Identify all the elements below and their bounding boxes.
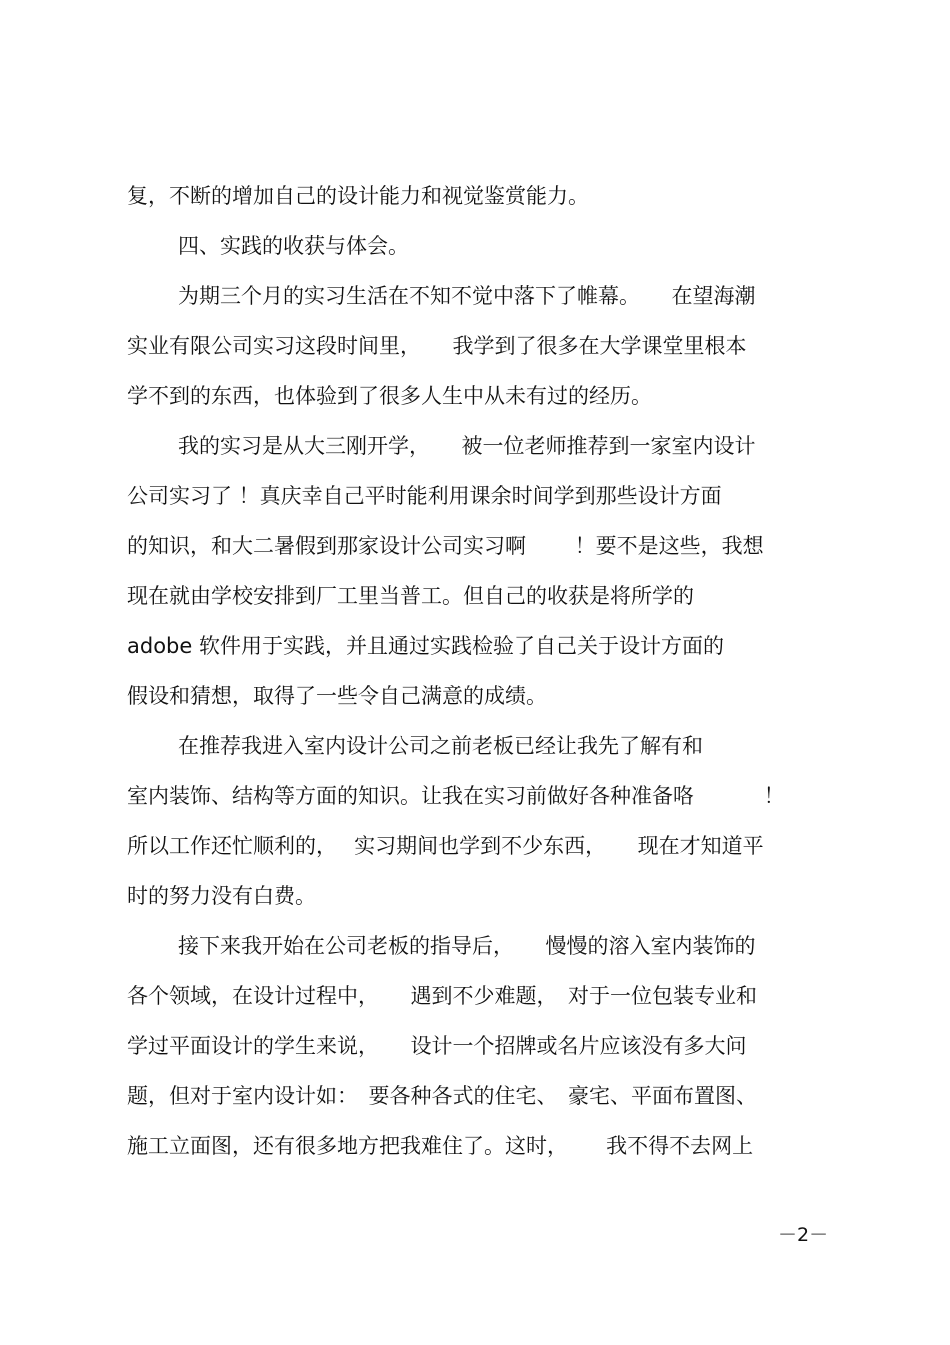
text-line: 所以工作还忙顺利的， 实习期间也学到不少东西， 现在才知道平 <box>127 834 764 858</box>
text-line: 公司实习了 ！真庆幸自己平时能利用课余时间学到那些设计方面 <box>127 484 722 508</box>
text-line: 接下来我开始在公司老板的指导后， 慢慢的溶入室内装饰的 <box>178 934 756 958</box>
text-line: 的知识，和大二暑假到那家设计公司实习啊 ！要不是这些，我想 <box>127 534 764 558</box>
text-line: 施工立面图，还有很多地方把我难住了。这时， 我不得不去网上 <box>127 1134 754 1158</box>
text-line: 我的实习是从大三刚开学， 被一位老师推荐到一家室内设计 <box>178 434 756 458</box>
text-line: 各个领域，在设计过程中， 遇到不少难题， 对于一位包装专业和 <box>127 984 757 1008</box>
text-line: 室内装饰、结构等方面的知识。让我在实习前做好各种准备咯 ！ <box>127 784 785 808</box>
text-line: 复，不断的增加自己的设计能力和视觉鉴赏能力。 <box>127 184 589 208</box>
page-number: －2－ <box>778 1224 829 1246</box>
text-line: 学不到的东西，也体验到了很多人生中从未有过的经历。 <box>127 384 652 408</box>
text-line: 学过平面设计的学生来说， 设计一个招牌或名片应该没有多大问 <box>127 1034 747 1058</box>
text-line: 题，但对于室内设计如： 要各种各式的住宅、 豪宅、平面布置图、 <box>127 1084 757 1108</box>
section-heading: 四、实践的收获与体会。 <box>178 234 409 258</box>
text-line: 现在就由学校安排到厂工里当普工。但自己的收获是将所学的 <box>127 584 694 608</box>
text-line: 为期三个月的实习生活在不知不觉中落下了帷幕。 在望海潮 <box>178 284 756 308</box>
text-line: adobe 软件用于实践，并且通过实践检验了自己关于设计方面的 <box>127 634 724 658</box>
text-line: 时的努力没有白费。 <box>127 884 316 908</box>
text-line: 实业有限公司实习这段时间里， 我学到了很多在大学课堂里根本 <box>127 334 747 358</box>
text-line: 在推荐我进入室内设计公司之前老板已经让我先了解有和 <box>178 734 703 758</box>
text-line: 假设和猜想，取得了一些令自己满意的成绩。 <box>127 684 547 708</box>
